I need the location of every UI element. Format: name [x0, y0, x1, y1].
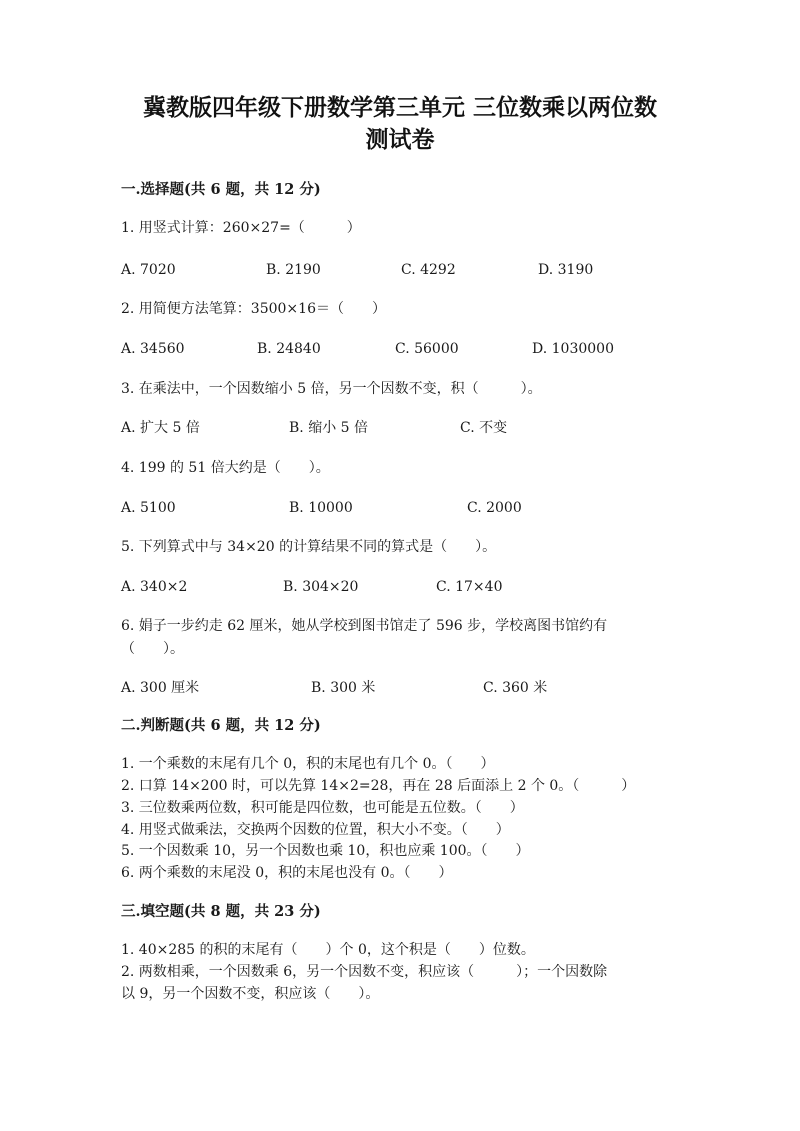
- fill-item: 1. 40×285 的积的末尾有（ ）个 0，这个积是（ ）位数。: [121, 942, 535, 958]
- judge-item: 5. 一个因数乘 10，另一个因数也乘 10，积也应乘 100。（ ）: [121, 843, 530, 859]
- option-a: A. 34560: [121, 341, 185, 357]
- question-text: 2. 用简便方法笔算：3500×16＝（ ）: [121, 301, 386, 317]
- page-title: [100, 92, 700, 156]
- option-b: B. 10000: [289, 500, 353, 516]
- option-b: B. 304×20: [283, 579, 359, 595]
- option-a: A. 7020: [121, 262, 176, 278]
- fill-item: 2. 两数相乘，一个因数乘 6，另一个因数不变，积应该（ ）；一个因数除: [121, 964, 608, 980]
- question-text: 4. 199 的 51 倍大约是（ ）。: [121, 460, 330, 476]
- option-a: A. 5100: [121, 500, 176, 516]
- option-d: D. 3190: [538, 262, 594, 278]
- option-c: C. 不变: [460, 420, 508, 436]
- judge-item: 2. 口算 14×200 时，可以先算 14×2=28，再在 28 后面添上 2 个 0。（ ）: [121, 778, 636, 794]
- section-heading-judge: 二.判断题(共 6 题，共 12 分): [121, 717, 321, 734]
- option-b: B. 缩小 5 倍: [289, 420, 368, 436]
- judge-item: 1. 一个乘数的末尾有几个 0，积的末尾也有几个 0。（ ）: [121, 756, 495, 772]
- section-heading-choice: 一.选择题(共 6 题，共 12 分): [121, 181, 321, 198]
- option-a: A. 300 厘米: [121, 680, 200, 696]
- option-b: B. 2190: [266, 262, 321, 278]
- option-c: C. 2000: [467, 500, 522, 516]
- judge-item: 3. 三位数乘两位数，积可能是四位数，也可能是五位数。（ ）: [121, 800, 524, 816]
- title-line-1: 冀教版四年级下册数学第三单元 三位数乘以两位数: [142, 94, 657, 121]
- section-heading-fill: 三.填空题(共 8 题，共 23 分): [121, 903, 321, 920]
- option-a: A. 340×2: [121, 579, 188, 595]
- question-text: 5. 下列算式中与 34×20 的计算结果不同的算式是（ ）。: [121, 539, 497, 555]
- option-a: A. 扩大 5 倍: [121, 420, 200, 436]
- judge-item: 4. 用竖式做乘法，交换两个因数的位置，积大小不变。（ ）: [121, 822, 510, 838]
- option-c: C. 56000: [395, 341, 459, 357]
- judge-item: 6. 两个乘数的末尾没 0，积的末尾也没有 0。（ ）: [121, 865, 453, 881]
- fill-item-continued: 以 9，另一个因数不变，积应该（ ）。: [121, 986, 380, 1002]
- title-line-2: 测试卷: [365, 126, 435, 153]
- option-b: B. 24840: [257, 341, 321, 357]
- option-b: B. 300 米: [311, 680, 376, 696]
- question-text: 3. 在乘法中，一个因数缩小 5 倍，另一个因数不变，积（ ）。: [121, 381, 542, 397]
- question-text-continued: （ ）。: [121, 641, 184, 657]
- question-text: 1. 用竖式计算：260×27=（ ）: [121, 220, 361, 236]
- question-text: 6. 娟子一步约走 62 厘米，她从学校到图书馆走了 596 步，学校离图书馆约有: [121, 618, 608, 634]
- option-c: C. 360 米: [483, 680, 548, 696]
- option-c: C. 17×40: [436, 579, 503, 595]
- option-c: C. 4292: [401, 262, 456, 278]
- option-d: D. 1030000: [532, 341, 614, 357]
